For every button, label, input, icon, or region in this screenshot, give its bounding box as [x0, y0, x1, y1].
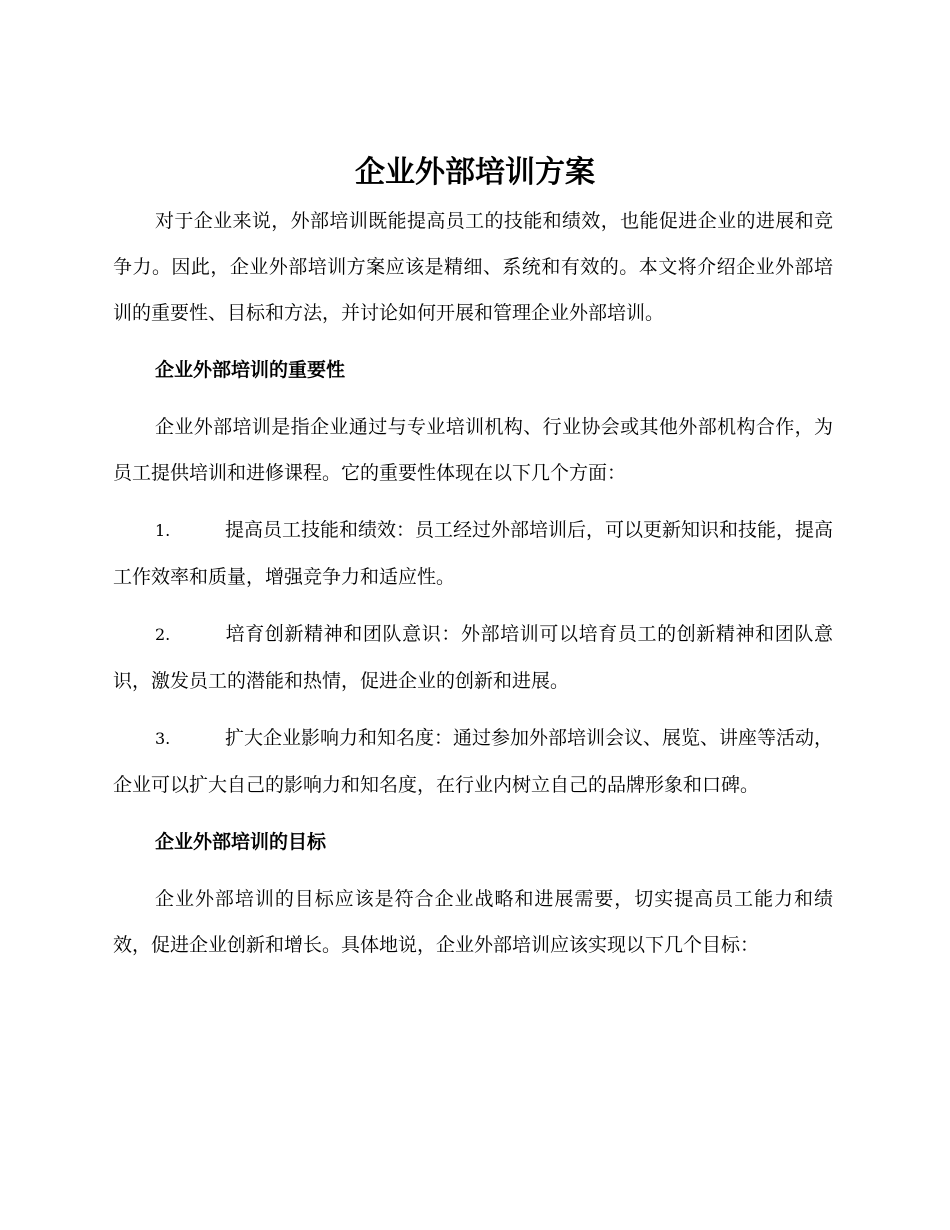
list-number: 2.	[155, 625, 171, 644]
section-paragraph: 企业外部培训是指企业通过与专业培训机构、行业协会或其他外部机构合作，为员工提供培训和进修课程。它的重要性体现在以下几个方面：	[113, 416, 833, 484]
list-number: 3.	[155, 729, 171, 748]
list-item-text: 培育创新精神和团队意识：外部培训可以培育员工的创新精神和团队意识，激发员工的潜能和热情，促进企业的创新和进展。	[113, 623, 833, 692]
list-item	[113, 611, 833, 704]
list-item-text: 扩大企业影响力和知名度：通过参加外部培训会议、展览、讲座等活动，企业可以扩大自己的影响力和知名度，在行业内树立自己的品牌形象和口碑。	[113, 727, 834, 796]
intro-paragraph: 对于企业来说，外部培训既能提高员工的技能和绩效，也能促进企业的进展和竞争力。因此，企业外部培训方案应该是精细、系统和有效的。本文将介绍企业外部培训的重要性、目标和方法，并讨论如何开展和管理企业外部培训。	[113, 210, 833, 324]
section-goals	[113, 819, 833, 968]
document-title: 企业外部培训方案	[355, 155, 595, 190]
section-importance	[113, 347, 833, 808]
section-heading: 企业外部培训的重要性	[155, 359, 346, 381]
section-paragraph: 企业外部培训的目标应该是符合企业战略和进展需要，切实提高员工能力和绩效，促进企业创新和增长。具体地说，企业外部培训应该实现以下几个目标：	[113, 888, 833, 956]
list-item-text: 提高员工技能和绩效：员工经过外部培训后，可以更新知识和技能，提高工作效率和质量，增强竞争力和适应性。	[113, 519, 834, 588]
list-item	[113, 507, 833, 600]
list-item	[113, 715, 833, 808]
list-number: 1.	[155, 521, 171, 540]
document-body	[113, 198, 833, 968]
section-heading: 企业外部培训的目标	[155, 831, 327, 853]
